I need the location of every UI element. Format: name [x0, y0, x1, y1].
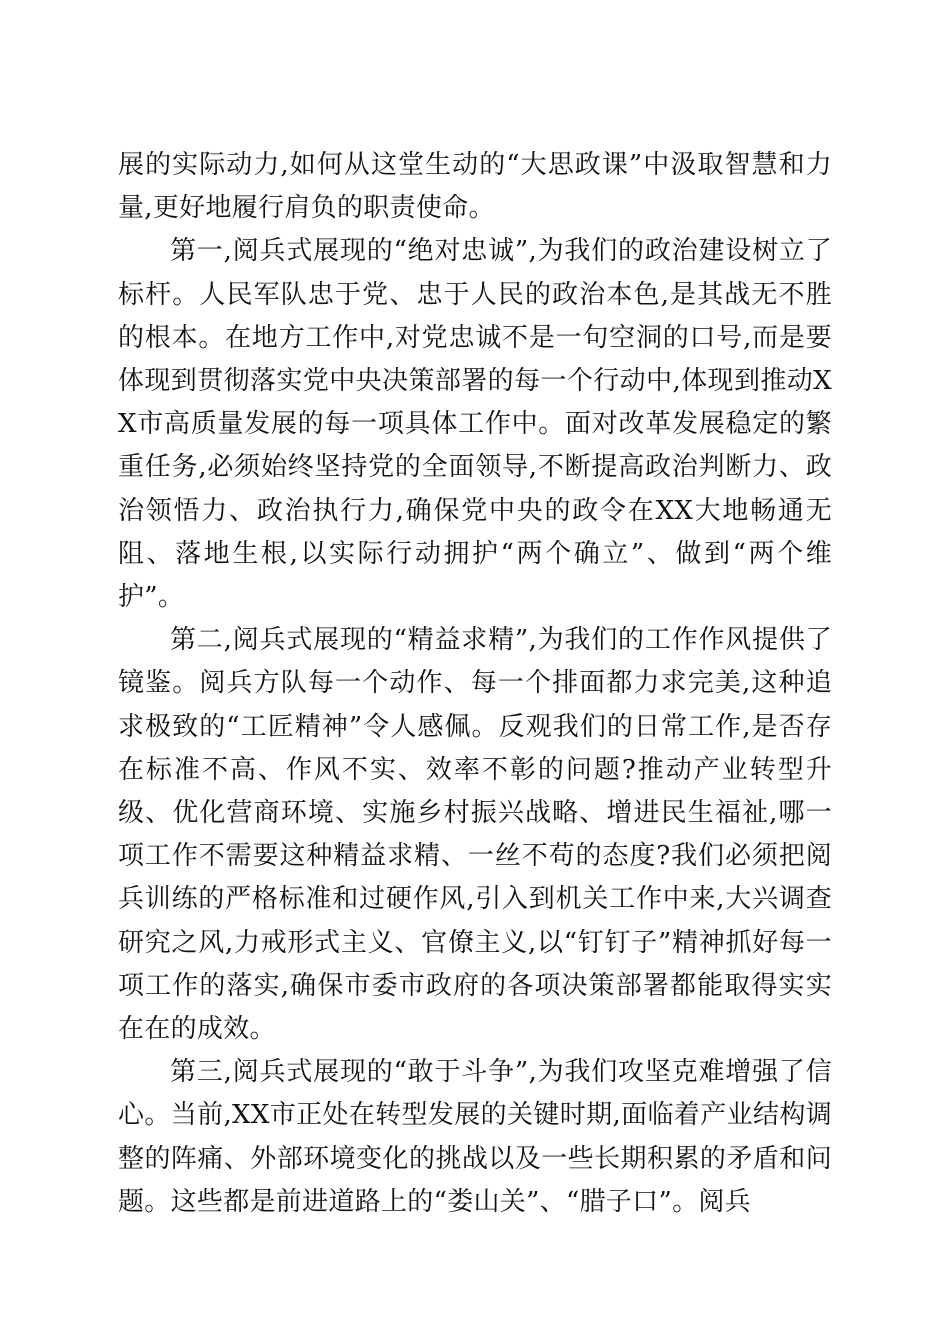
- paragraph-second-point: 第二,阅兵式展现的“精益求精”,为我们的工作作风提供了镜鉴。阅兵方队每一个动作、每一个排面都力求完美,这种追求极致的“工匠精神”令人感佩。反观我们的日常工作,是否存在标准不高、作风不实、效率不彰的问题?推动产业转型升级、优化营商环境、实施乡村振兴战略、增进民生福祉,哪一项工作不需要这种精益求精、一丝不苟的态度?我们必须把阅兵训练的严格标准和过硬作风,引入到机关工作中来,大兴调查研究之风,力戒形式主义、官僚主义,以“钉钉子”精神抓好每一项工作的落实,确保市委市政府的各项决策部署都能取得实实在在的成效。: [118, 625, 832, 1045]
- paragraph-third-point: 第三,阅兵式展现的“敢于斗争”,为我们攻坚克难增强了信心。当前,XX市正处在转型发展的关键时期,面临着产业结构调整的阵痛、外部环境变化的挑战以及一些长期积累的矛盾和问题。这些都是前进道路上的“娄山关”、“腊子口”。阅兵: [118, 1057, 832, 1217]
- body-text: [118, 144, 832, 1224]
- paragraph-intro-continuation: 展的实际动力,如何从这堂生动的“大思政课”中汲取智慧和力量,更好地履行肩负的职责使命。: [118, 150, 832, 224]
- paragraph-first-point: 第一,阅兵式展现的“绝对忠诚”,为我们的政治建设树立了标杆。人民军队忠于党、忠于人民的政治本色,是其战无不胜的根本。在地方工作中,对党忠诚不是一句空洞的口号,而是要体现到贯彻落实党中央决策部署的每一个行动中,体现到推动XX市高质量发展的每一项具体工作中。面对改革发展稳定的繁重任务,必须始终坚持党的全面领导,不断提高政治判断力、政治领悟力、政治执行力,确保党中央的政令在XX大地畅通无阻、落地生根,以实际行动拥护“两个确立”、做到“两个维护”。: [118, 236, 832, 613]
